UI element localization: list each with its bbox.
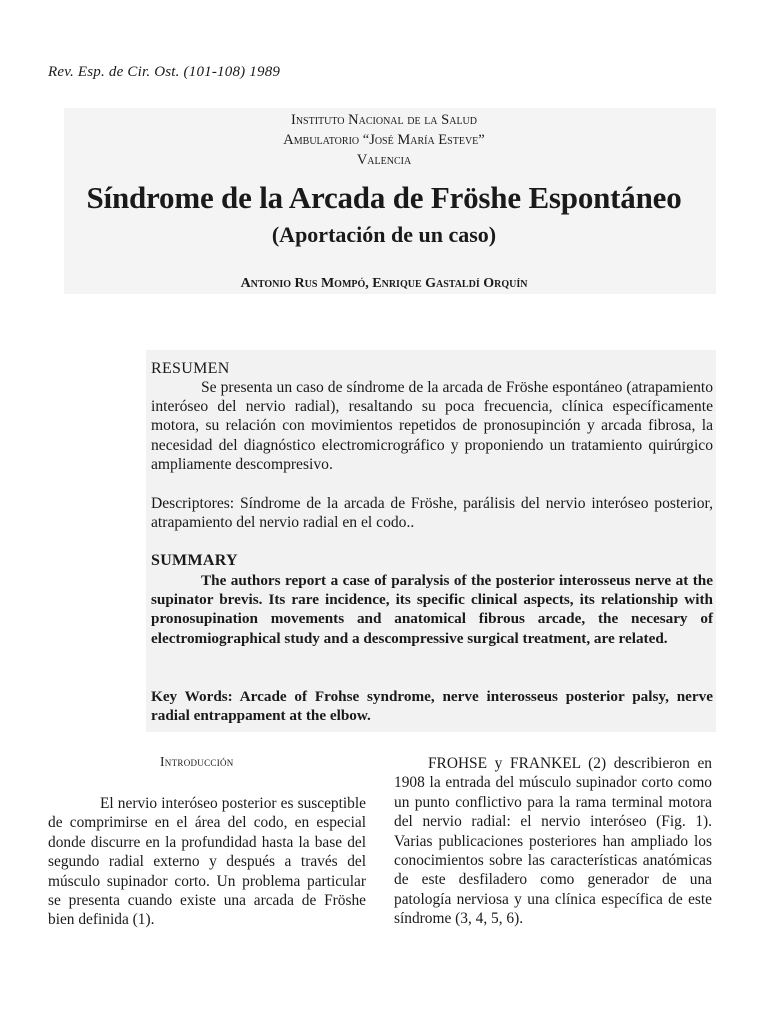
left-column <box>48 794 366 930</box>
resumen-heading: RESUMEN <box>151 360 230 377</box>
journal-reference: Rev. Esp. de Cir. Ost. (101-108) 1989 <box>48 64 281 80</box>
article-title: Síndrome de la Arcada de Fröshe Espontáneo <box>86 180 682 215</box>
affiliation-institute: Instituto Nacional de la Salud <box>291 112 477 128</box>
affiliation-city: Valencia <box>356 152 412 168</box>
resumen-descriptores: Descriptores: Síndrome de la arcada de Fröshe, parálisis del nervio interóseo posterior, atrapamiento del nervio radial en el codo.. <box>151 495 713 532</box>
intro-left-paragraph: El nervio interóseo posterior es susceptible de comprimirse en el área del codo, en especial donde discurre en la profundidad hasta la base del segundo radial externo y después a través del músculo supinador corto. Un problema particular se presenta cuando existe una arcada de Fröshe bien definida (1). <box>48 795 366 929</box>
section-heading-introduccion: Introducción <box>160 754 234 769</box>
resumen-text: Se presenta un caso de síndrome de la arcada de Fröshe espontáneo (atrapamiento interóseo del nervio radial), resaltando su poca frecuencia, clínica específicamente motora, su relación con movimientos repetidos de pronosupinción y arcada fibrosa, la necesidad del diagnóstico electromicrográfico y proponiendo un tratamiento quirúrgico ampliamente descompresivo. <box>151 379 713 473</box>
affiliation-ambulatorio: Ambulatorio “José María Esteve” <box>283 132 485 148</box>
intro-right-paragraph: FROHSE y FRANKEL (2) describieron en 1908 la entrada del músculo supinador corto como un punto conflictivo para la rama terminal motora del nervio radial: el nervio interóseo (Fig. 1). Varias publicaciones posteriores han ampliado los conocimientos sobre las características anatómicas de este desfiladero como generador de una patología nerviosa y una clínica específica de este síndrome (3, 4, 5, 6). <box>394 755 712 928</box>
article-subtitle: (Aportación de un caso) <box>271 222 497 247</box>
right-column <box>394 754 712 929</box>
summary-text: The authors report a case of paralysis of the posterior interosseus nerve at the supinator brevis. Its rare incidence, its specific clinical aspects, its relationship with pronosupination movements and anatomical fibrous arcade, the necesary of electromiographical study and a descompressive surgical treatment, are related. <box>151 572 713 647</box>
article-authors: Antonio Rus Mompó, Enrique Gastaldí Orquín <box>240 276 528 291</box>
summary-heading: SUMMARY <box>151 552 238 569</box>
summary-keywords: Key Words: Arcade of Frohse syndrome, nerve interosseus posterior palsy, nerve radial entrappament at the elbow. <box>151 688 713 725</box>
